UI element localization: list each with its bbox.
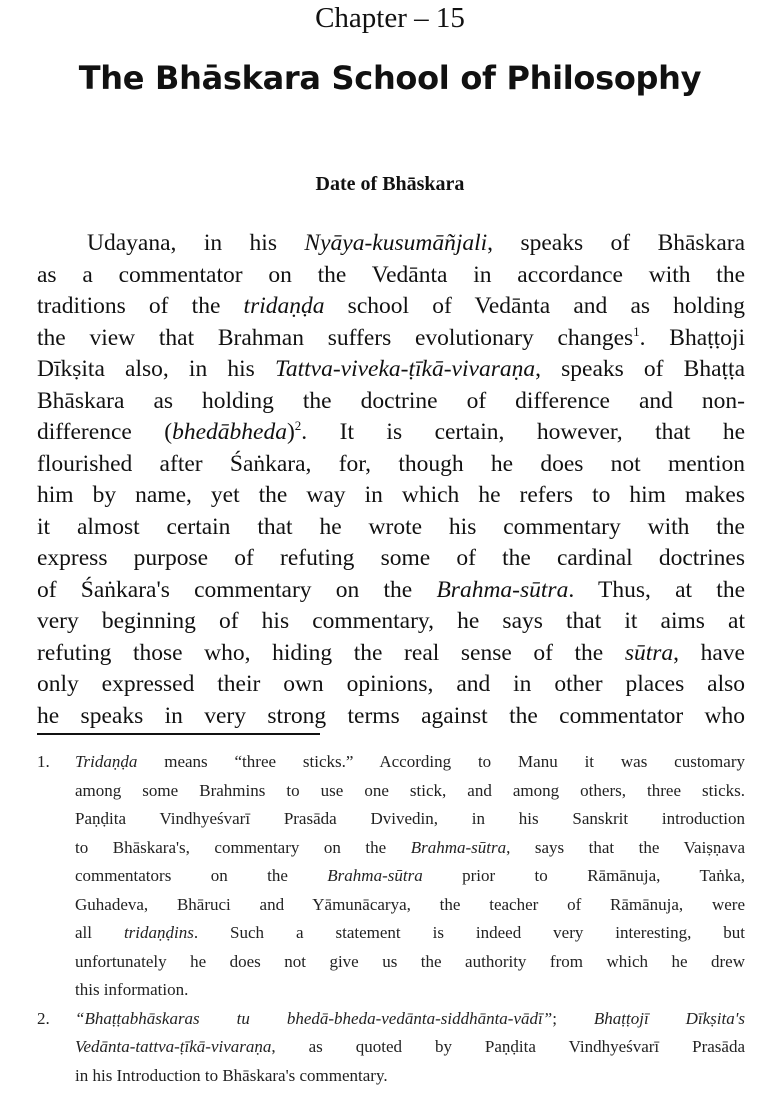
text-run: commentators on the [75,866,328,885]
text-run: ; [552,1008,594,1028]
footnote [37,748,745,1005]
italic-term: tridaṇḍins [123,923,194,942]
text-line [75,1005,745,1034]
italic-term: Brahma-sūtra [327,866,423,885]
text-run: . Such a statement is indeed very interesting, but [193,923,745,942]
text-run: , speaks of Bhaṭṭa [535,356,745,382]
text-run: only expressed their own opinions, and in other places also [37,671,745,697]
text-line [37,638,745,670]
text-run: the view that Brahman suffers evolutionary changes [37,324,634,351]
text-run: unfortunately he does not give us the authority from which he drew [75,951,745,971]
text-run: , speaks of Bhāskara [487,230,745,256]
footnote-reference: 2 [294,418,302,433]
footnote-number: 1. [37,752,50,771]
text-run: , as quoted by Paṇḍita Vindhyeśvarī Prasāda [271,1037,745,1056]
text-run: Paṇḍita Vindhyeśvarī Prasāda Dvivedin, in his Sanskrit introduction [75,809,745,828]
text-line [75,891,745,920]
italic-term: Brahma-sūtra [436,576,569,603]
text-run: means “three sticks.” According to Manu it was customary [137,752,745,771]
text-line [37,512,745,544]
italic-term: Tattva-viveka-ṭīkā-vivaraṇa [274,356,536,382]
text-line [37,449,745,481]
text-run: . Bhaṭṭoji [639,324,745,351]
italic-term: “Bhaṭṭabhāskaras tu bhedā-bheda-vedānta-siddhānta-vādī” [75,1008,553,1028]
text-line [75,948,745,977]
chapter-number: Chapter – 15 [315,2,465,34]
text-line [75,1062,745,1091]
text-run: he speaks in very strong terms against the commentator who [37,702,745,729]
text-line [37,260,745,292]
text-line [37,228,745,260]
text-run: , have [673,639,745,666]
footnote [37,1005,745,1091]
text-run: flourished after Śaṅkara, for, though he does not mention [37,450,745,477]
text-line [75,748,745,777]
italic-term: bhedābheda [172,419,287,445]
text-line [37,291,745,323]
text-line [75,919,745,948]
chapter-title: The Bhāskara School of Philosophy [78,59,702,97]
text-line [37,543,745,575]
text-line [75,805,745,834]
text-run: prior to Rāmānuja, Taṅka, [422,866,745,885]
italic-term: Brahma-sūtra [410,837,507,857]
text-run: as a commentator on the Vedānta in accordance with the [37,261,745,288]
body-paragraph [37,228,745,732]
text-run: Guhadeva, Bhāruci and Yāmunācarya, the teacher of Rāmānuja, were [75,894,745,914]
text-run: refuting those who, hiding the real sense of the [37,639,625,666]
section-heading: Date of Bhāskara [315,173,465,195]
text-line [75,976,745,1005]
text-line [37,417,745,449]
text-line [37,606,745,638]
footnote-reference: 1 [633,323,640,339]
italic-term: Nyāya-kusumāñjali [304,230,488,256]
text-run: this information. [75,980,189,999]
text-run: among some Brahmins to use one stick, and among others, three sticks. [75,780,745,800]
italic-term: tridaṇḍa [243,293,325,319]
text-run: , says that the Vaiṣṇava [506,837,745,857]
italic-term: Tridaṇḍa [75,752,138,771]
text-run: difference ( [37,419,173,445]
text-run: ) [286,419,295,445]
text-line [37,480,745,512]
text-run: him by name, yet the way in which he refers to him makes [37,482,745,508]
text-run: traditions of the [37,293,244,319]
italic-term: Vedānta-tattva-ṭīkā-vivaraṇa [75,1037,272,1056]
footnote-divider [37,733,320,735]
text-line [37,323,745,355]
text-line [37,354,745,386]
text-run: all [75,923,124,942]
italic-term: sūtra [624,639,674,666]
text-run: school of Vedānta and as holding [324,293,745,319]
text-line [37,669,745,701]
text-run: to Bhāskara's, commentary on the [75,837,411,857]
text-run: it almost certain that he wrote his commentary with the [37,513,745,540]
text-line [75,1033,745,1062]
text-line [75,862,745,891]
text-run: of Śaṅkara's commentary on the [37,576,437,603]
text-run: in his Introduction to Bhāskara's commentary. [75,1065,388,1085]
text-run: Dīkṣita also, in his [37,356,275,382]
text-line [75,834,745,863]
text-line [37,575,745,607]
footnotes [37,748,745,1090]
text-run: . Thus, at the [568,576,746,603]
text-line [37,386,745,418]
italic-term: Bhaṭṭojī Dīkṣita's [593,1008,745,1028]
text-run: Udayana, in his [87,230,305,256]
text-run: . It is certain, however, that he [301,419,745,445]
footnote-number: 2. [37,1008,50,1028]
text-line [37,701,745,733]
text-line [75,777,745,806]
text-run: express purpose of refuting some of the cardinal doctrines [37,545,745,571]
text-run: very beginning of his commentary, he says that it aims at [37,608,745,634]
text-run: Bhāskara as holding the doctrine of difference and non- [37,387,745,414]
